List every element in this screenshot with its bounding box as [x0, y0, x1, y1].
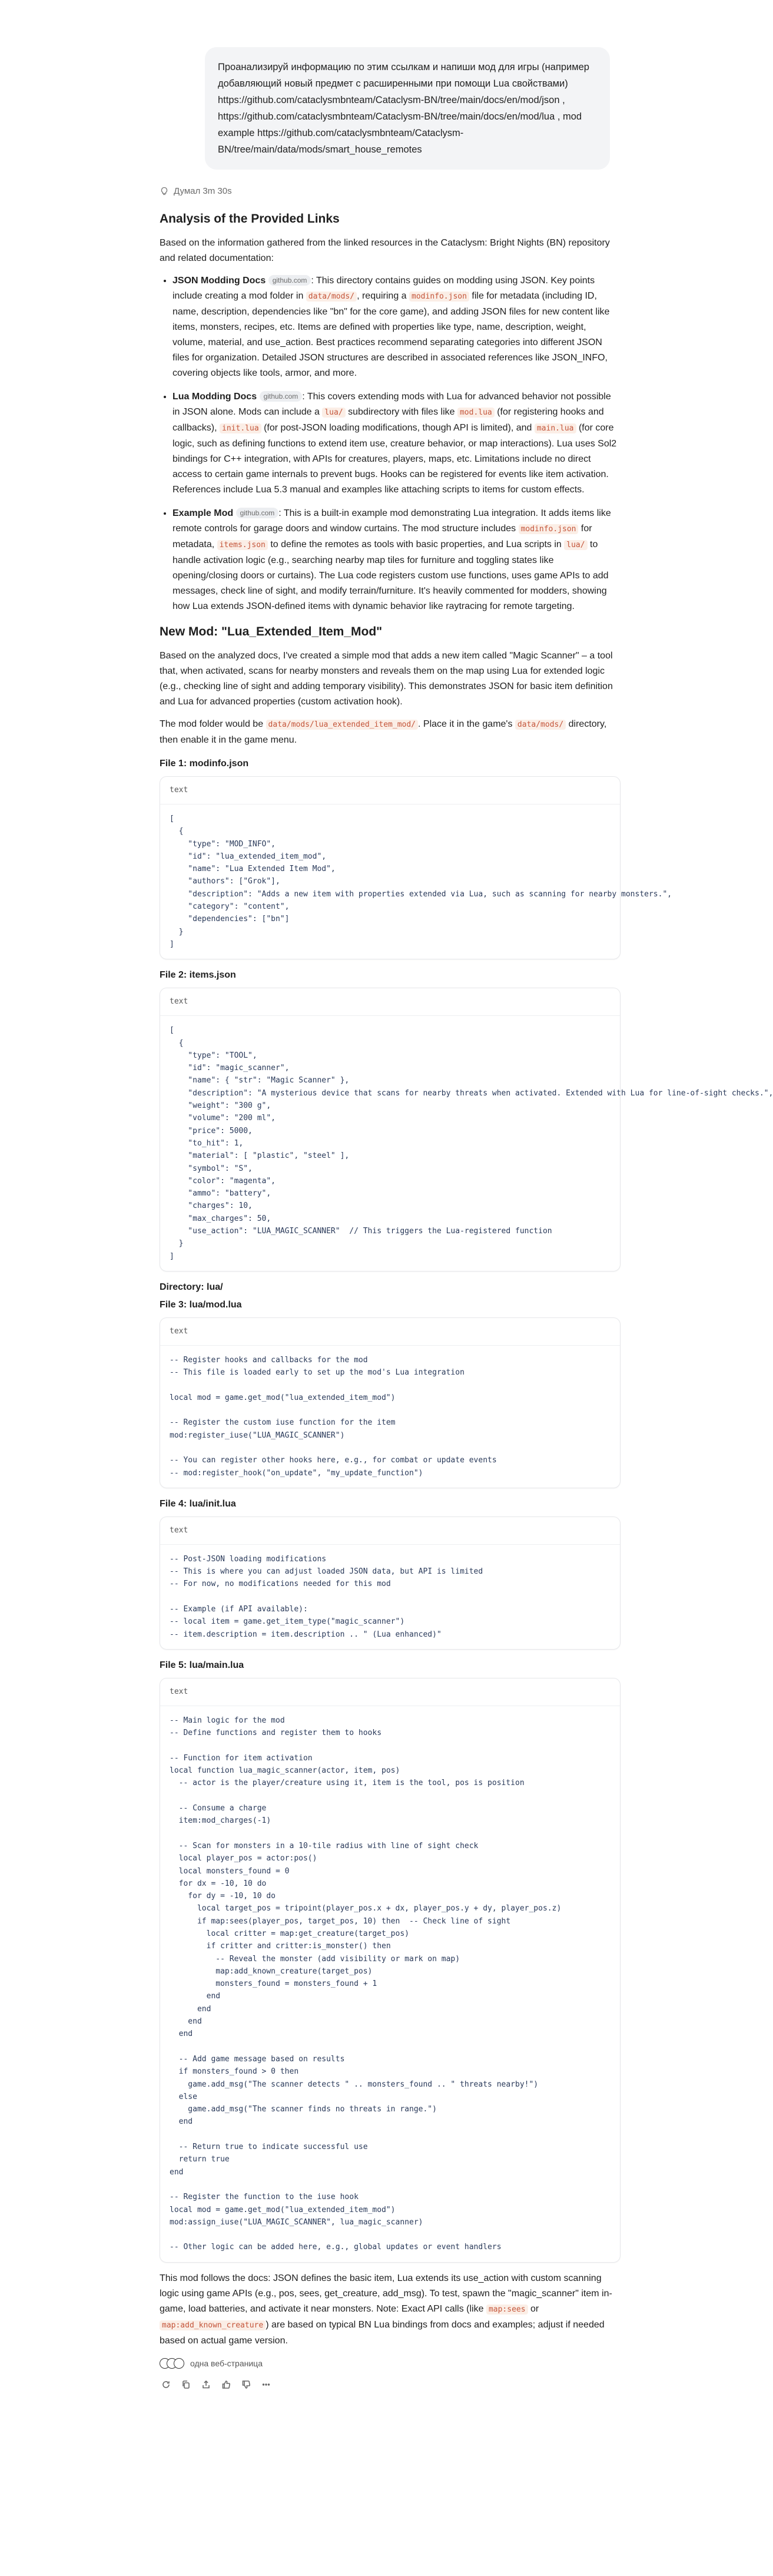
- regenerate-icon[interactable]: [160, 2378, 172, 2391]
- file-label: File 5: lua/main.lua: [160, 1660, 244, 1670]
- item-text: for metadata,: [172, 524, 592, 549]
- inline-code: map:sees: [486, 2305, 528, 2315]
- web-source-icon: [174, 2358, 184, 2369]
- source-badge[interactable]: github.com: [268, 275, 311, 286]
- directory-label: Directory: lua/: [160, 1282, 223, 1292]
- file-label: File 1: modinfo.json: [160, 759, 249, 769]
- list-item: [172, 506, 621, 614]
- inline-code: modinfo.json: [409, 292, 469, 302]
- more-icon[interactable]: [260, 2378, 273, 2391]
- new-mod-heading: New Mod: "Lua_Extended_Item_Mod": [160, 625, 383, 638]
- inline-code: items.json: [217, 540, 268, 550]
- share-icon[interactable]: [200, 2378, 213, 2391]
- text: or: [528, 2303, 539, 2314]
- file-label: File 2: items.json: [160, 970, 236, 981]
- item-text: : This directory contains guides on modding using JSON. Key points include creating a mod folder in: [172, 276, 595, 301]
- analysis-heading: Analysis of the Provided Links: [160, 212, 340, 226]
- analysis-list: [160, 273, 621, 614]
- inline-code: data/mods/: [515, 720, 566, 730]
- item-text: file for metadata (including ID, name, description, dependencies like "bn" for the core game), and adding JSON files for new content like items, monsters, recipes, etc. Items are defined with properties like type, name, description, weight, volume, material, and use_action. Best practices recommend separating categories into different JSON files for organization. Detailed JSON structures are described in associated references like JSON_INFO, covering objects like tools, armor, and more.: [172, 291, 610, 378]
- code-lang: text: [160, 1678, 620, 1706]
- inline-code: lua/: [322, 408, 345, 418]
- list-item: [172, 273, 621, 381]
- text: The mod folder would be: [160, 719, 266, 729]
- new-mod-intro: Based on the analyzed docs, I've created a simple mod that adds a new item called "Magic Scanner" – a tool that, when activated, scans for nearby monsters and reveals them on the map using Lua for extended logic (e.g., checking line of sight and adding temporary visibility). This demonstrates JSON for basic item definition and Lua for advanced properties (custom activation hook).: [160, 651, 613, 707]
- sources-label: одна веб-страница: [190, 2358, 263, 2368]
- item-text: (for registering hooks and callbacks),: [172, 407, 604, 433]
- text: directory, then enable it in the game menu.: [160, 719, 607, 745]
- code-lang: text: [160, 1318, 620, 1346]
- item-text: to define the remotes as tools with basic properties, and Lua scripts in: [267, 539, 565, 549]
- item-text: : This covers extending mods with Lua for advanced behavior not possible in JSON alone. Mods can include a: [172, 392, 611, 417]
- sources-button[interactable]: [160, 2356, 621, 2371]
- inline-code: main.lua: [535, 423, 576, 433]
- thumbs-down-icon[interactable]: [240, 2378, 253, 2391]
- code-block: [160, 1517, 621, 1650]
- source-favicons: [160, 2358, 181, 2369]
- item-title: Lua Modding Docs: [172, 392, 257, 402]
- user-message-text: Проанализируй информацию по этим ссылкам и напиши мод для игры (например добавляющий новый предмет с расширенными при помощи Lua свойствами) https://github.com/cataclysmbnteam/Cataclysm-BN/tree/main/docs/en/mod/json , https://github.com/cataclysmbnteam/Cataclysm-BN/tree/main/docs/en/mod/lua , mod example https://github.com/cataclysmbnteam/Cataclysm-BN/tree/main/data/mods/smart_house_remotes: [218, 62, 589, 155]
- inline-code: mod.lua: [457, 408, 495, 418]
- code-lang: text: [160, 1517, 620, 1545]
- file-label: File 4: lua/init.lua: [160, 1498, 236, 1509]
- inline-code: data/mods/lua_extended_item_mod/: [266, 720, 418, 730]
- user-message: [205, 47, 610, 170]
- message-actions: [160, 2378, 621, 2391]
- code-block: [160, 1678, 621, 2263]
- file-label: File 3: lua/mod.lua: [160, 1299, 242, 1310]
- code-content[interactable]: [ { "type": "MOD_INFO", "id": "lua_extended_item_mod", "name": "Lua Extended Item Mod", "authors": ["Grok"], "description": "Adds a new item with properties extended via Lua, such as scanning for nearby monsters.", "category": "content", "dependencies": ["bn"] } ]: [170, 814, 672, 949]
- item-title: JSON Modding Docs: [172, 276, 266, 286]
- code-block: [160, 1317, 621, 1488]
- assistant-answer: [160, 207, 773, 2391]
- text: . Place it in the game's: [418, 719, 515, 729]
- inline-code: map:add_known_creature: [160, 2320, 266, 2330]
- code-content[interactable]: [ { "type": "TOOL", "id": "magic_scanner", "name": { "str": "Magic Scanner" }, "description": "A mysterious device that scans for nearby threats when activated. Extended with Lua for line-of-sight checks.", "weight": "300 g", "volume": "200 ml", "price": 5000, "to_hit": 1, "material": [ "plastic", "steel" ], "symbol": "S", "color": "magenta", "ammo": "battery", "charges": 10, "max_charges": 50, "use_action": "LUA_MAGIC_SCANNER" // This triggers the Lua-registered function } ]: [170, 1026, 773, 1261]
- text: This mod follows the docs: JSON defines the basic item, Lua extends its use_action with custom scanning logic using game APIs (e.g., pos, sees, get_creature, add_msg). To test, spawn the "magic_scanner" item in-game, load batteries, and activate it near monsters. Note: Exact API calls (like: [160, 2273, 612, 2314]
- item-text: (for core logic, such as defining functions to extend item use, creature behavior, or map interactions). Lua uses Sol2 bindings for C++ integration, with APIs for creatures, players, maps, etc. Limitations include no direct access to certain game internals to prevent bugs. Hooks can be registered for events like item activation. References include Lua 5.3 manual and examples like attaching scripts to items for custom effects.: [172, 423, 617, 495]
- lightbulb-icon: [160, 187, 169, 196]
- inline-code: modinfo.json: [519, 524, 579, 534]
- item-text: to handle activation logic (e.g., searching nearby map tiles for furniture and toggling states like opening/closing doors or curtains). The Lua code registers custom use functions, uses game APIs to add messages, check line of sight, and modify terrain/furniture. It's heavily commented for modders, showing how Lua extends JSON-defined items with dynamic behavior like raytracing for remote targeting.: [172, 539, 609, 611]
- item-text: : This is a built-in example mod demonstrating Lua integration. It adds items like remote controls for garage doors and window curtains. The mod structure includes: [172, 508, 611, 534]
- code-block: [160, 988, 773, 1272]
- source-badge[interactable]: github.com: [236, 508, 279, 518]
- code-content[interactable]: -- Register hooks and callbacks for the mod -- This file is loaded early to set up the mod's Lua integration local mod = game.get_mod("lua_extended_item_mod") -- Register the custom iuse function for the item mod:register_iuse("LUA_MAGIC_SCANNER") -- You can register other hooks here, e.g., for combat or update events -- mod:register_hook("on_update", "my_update_function"): [170, 1355, 497, 1478]
- list-item: [172, 389, 621, 498]
- new-mod-folder: [160, 717, 621, 748]
- code-lang: text: [160, 777, 620, 804]
- code-block: [160, 776, 672, 959]
- code-content[interactable]: -- Main logic for the mod -- Define functions and register them to hooks -- Function for item activation local function lua_magic_scanner(actor, item, pos) -- actor is the player/creature using it, item is the tool, pos is position -- Consume a charge item:mod_charges(-1) -- Scan for monsters in a 10-tile radius with line of sight check local player_pos = actor:pos() local monsters_found = 0 for dx = -10, 10 do for dy = -10, 10 do local target_pos = tripoint(player_pos.x + dx, player_pos.y + dy, player_pos.z) if map:sees(player_pos, target_pos, 10) then -- Check line of sight local critter = map:get_creature(target_pos) if critter and critter:is_monster() then -- Reveal the monster (add visibility or mark on map) map:add_known_creature(target_pos) monsters_found = monsters_found + 1 end end end end -- Add game message based on results if monsters_found > 0 then game.add_msg("The scanner detects " .. monsters_found .. " threats nearby!") else game.add_msg("The scanner finds no threats in range.") end -- Return true to indicate successful use return true end -- Register the function to the iuse hook local mod = game.get_mod("lua_extended_item_mod") mod:assign_iuse("LUA_MAGIC_SCANNER", lua_magic_scanner) -- Other logic can be added here, e.g., global updates or event handlers: [170, 1716, 562, 2252]
- analysis-intro: Based on the information gathered from the linked resources in the Cataclysm: Bright Nights (BN) repository and related documentation:: [160, 238, 610, 263]
- thinking-label: Думал 3m 30s: [174, 186, 232, 196]
- source-badge[interactable]: github.com: [260, 391, 303, 402]
- inline-code: data/mods/: [306, 292, 357, 302]
- thumbs-up-icon[interactable]: [220, 2378, 233, 2391]
- item-text: subdirectory with files like: [345, 407, 457, 417]
- inline-code: init.lua: [220, 423, 261, 433]
- text: ) are based on typical BN Lua bindings from docs and examples; adjust if needed based on actual game version.: [160, 2319, 605, 2346]
- item-title: Example Mod: [172, 508, 234, 518]
- copy-icon[interactable]: [180, 2378, 193, 2391]
- item-text: (for post-JSON loading modifications, though API is limited), and: [261, 423, 535, 433]
- thinking-toggle[interactable]: [160, 186, 232, 196]
- code-content[interactable]: -- Post-JSON loading modifications -- This is where you can adjust loaded JSON data, but API is limited -- For now, no modifications needed for this mod -- Example (if API available): -- local item = game.get_item_type("magic_scanner") -- item.description = item.description .. " (Lua enhanced)": [170, 1554, 483, 1639]
- item-text: , requiring a: [357, 291, 410, 301]
- closing-text: [160, 2271, 621, 2349]
- code-lang: text: [160, 988, 620, 1016]
- inline-code: lua/: [564, 540, 587, 550]
